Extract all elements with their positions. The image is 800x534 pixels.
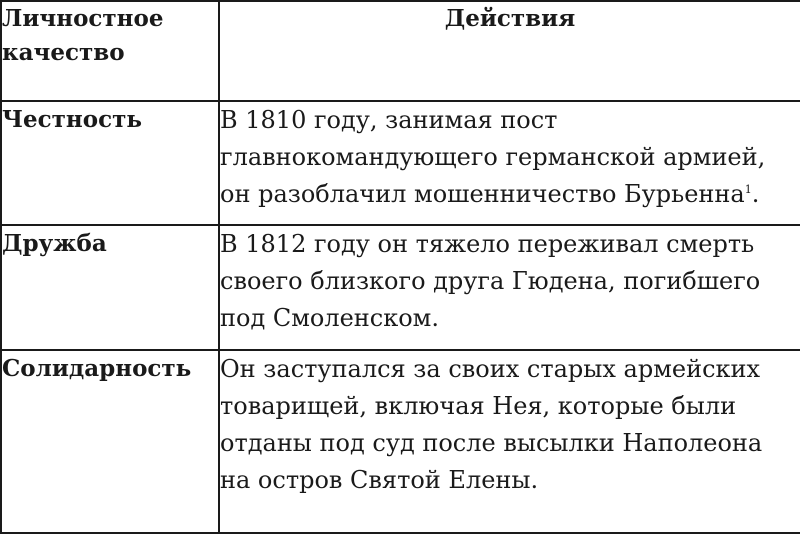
action-cell: [219, 350, 800, 533]
action-text: Он заступался за своих старых армейских товарищей, включая Нея, которые были отданы под суд после высылки Наполеона на остров Святой Елены.: [220, 355, 763, 494]
quality-label: Дружба: [2, 230, 107, 257]
table-row: [1, 350, 800, 533]
quality-cell: [1, 101, 219, 225]
footnote-marker: 1: [744, 183, 752, 196]
action-cell: [219, 101, 800, 225]
quality-label: Солидарность: [2, 355, 192, 382]
header-action-label: Действия: [444, 5, 576, 32]
quality-label: Честность: [2, 106, 142, 133]
header-action: [219, 1, 800, 101]
action-cell: [219, 225, 800, 350]
table-row: [1, 101, 800, 225]
table-row: [1, 225, 800, 350]
quality-cell: [1, 225, 219, 350]
action-text-end: .: [751, 180, 760, 208]
action-text: В 1812 году он тяжело переживал смерть своего близкого друга Гюдена, погибшего под Смоленском.: [220, 230, 761, 332]
header-quality: [1, 1, 219, 101]
quality-cell: [1, 350, 219, 533]
table-header-row: [1, 1, 800, 101]
action-text: В 1810 году, занимая пост главнокомандующего германской армией, он разоблачил мошенничество Бурьенна: [220, 106, 766, 208]
header-quality-label: Личностное качество: [2, 5, 164, 66]
